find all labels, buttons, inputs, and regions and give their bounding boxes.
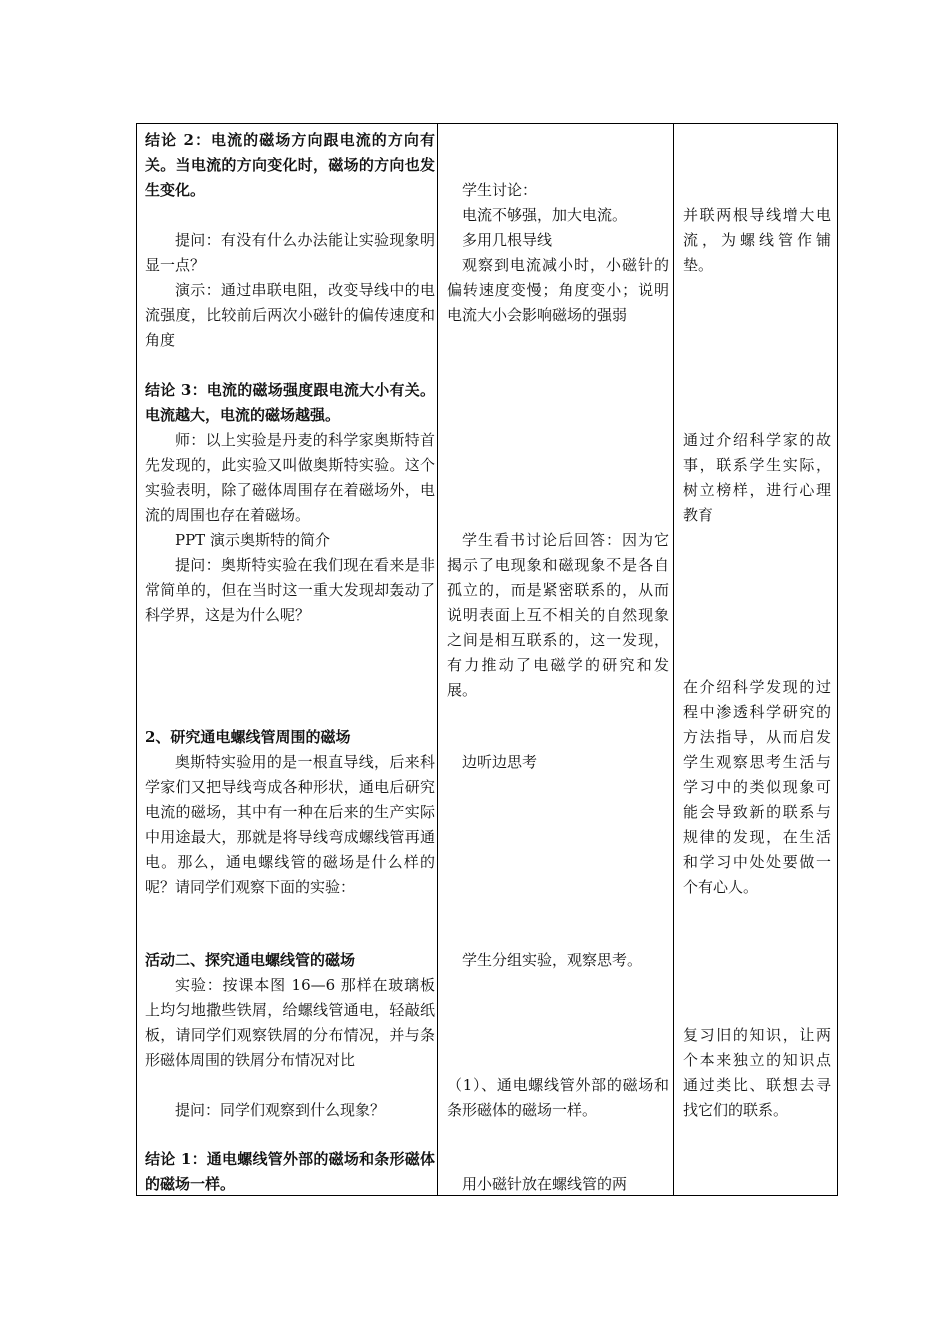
listen-text: 边听边思考 — [462, 753, 538, 771]
conclusion-2: 结论 2：电流的磁场方向跟电流的方向有关。当电流的方向变化时，磁场的方向也发生变化。 — [145, 131, 435, 199]
demo-1: 演示：通过串联电阻，改变导线中的电流强度，比较前后两次小磁针的偏传速度和角度 — [145, 281, 435, 349]
experiment-text: 实验：按课本图 16—6 那样在玻璃板上均匀地撒些铁屑，给螺线管通电，轻敲纸板，请同学们观察铁屑的分布情况，并与条形磁体周围的铁屑分布情况对比 — [145, 976, 435, 1069]
group-text: 学生分组实验，观察思考。 — [462, 951, 643, 969]
intent-note-3: 在介绍科学发现的过程中渗透科学研究的方法指导，从而启发学生观察思考生活与学习中的类似现象可能会导致新的联系与规律的发现，在生活和学习中处处要做一个有心人。 — [683, 678, 831, 896]
magnet-text: 用小磁针放在螺线管的两 — [462, 1175, 628, 1193]
column-divider — [437, 124, 438, 1195]
intent-note-2: 通过介绍科学家的故事，联系学生实际，树立榜样，进行心理教育 — [683, 431, 831, 524]
ppt-text: PPT 演示奥斯特的简介 — [175, 531, 330, 549]
intent-note-4: 复习旧的知识，让两个本来独立的知识点通过类比、联想去寻找它们的联系。 — [683, 1026, 831, 1119]
discuss-item: 多用几根导线 — [462, 231, 553, 249]
discuss-item: 电流不够强，加大电流。 — [462, 206, 628, 224]
teacher-text: 师：以上实验是丹麦的科学家奥斯特首先发现的，此实验又叫做奥斯特实验。这个实验表明，除了磁体周围存在着磁场外，电流的周围也存在着磁场。 — [145, 431, 435, 524]
answer-text: 学生看书讨论后回答：因为它揭示了电现象和磁现象不是各自孤立的，而是紧密联系的，从而说明表面上互不相关的自然现象之间是相互联系的，这一发现，有力推动了电磁学的研究和发展。 — [447, 531, 669, 699]
observe-text: 观察到电流减小时，小磁针的偏转速度变慢；角度变小；说明电流大小会影响磁场的强弱 — [447, 256, 669, 324]
question-3: 提问：同学们观察到什么现象？ — [175, 1101, 386, 1119]
conclusion-1: 结论 1：通电螺线管外部的磁场和条形磁体的磁场一样。 — [145, 1150, 435, 1193]
section-2-text: 奥斯特实验用的是一根直导线，后来科学家们又把导线弯成各种形状，通电后研究电流的磁场，其中有一种在后来的生产实际中用途最大，那就是将导线弯成螺线管再通电。那么，通电螺线管的磁场是什么样的呢？请同学们观察下面的实验： — [145, 753, 435, 896]
activity-2-title: 活动二、探究通电螺线管的磁场 — [145, 951, 356, 969]
section-2-title: 2、研究通电螺线管周围的磁场 — [145, 728, 351, 746]
question-1: 提问：有没有什么办法能让实验现象明显一点？ — [145, 231, 435, 274]
discuss-title: 学生讨论： — [462, 181, 538, 199]
column-divider — [673, 124, 674, 1195]
lesson-table — [136, 123, 838, 1196]
conclusion-3: 结论 3：电流的磁场强度跟电流大小有关。电流越大，电流的磁场越强。 — [145, 381, 435, 424]
question-2: 提问：奥斯特实验在我们现在看来是非常简单的，但在当时这一重大发现却轰动了科学界，这是为什么呢？ — [145, 556, 435, 624]
result-1: （1）、通电螺线管外部的磁场和条形磁体的磁场一样。 — [447, 1076, 669, 1119]
intent-note-1: 并联两根导线增大电流，为螺线管作铺垫。 — [683, 206, 831, 274]
